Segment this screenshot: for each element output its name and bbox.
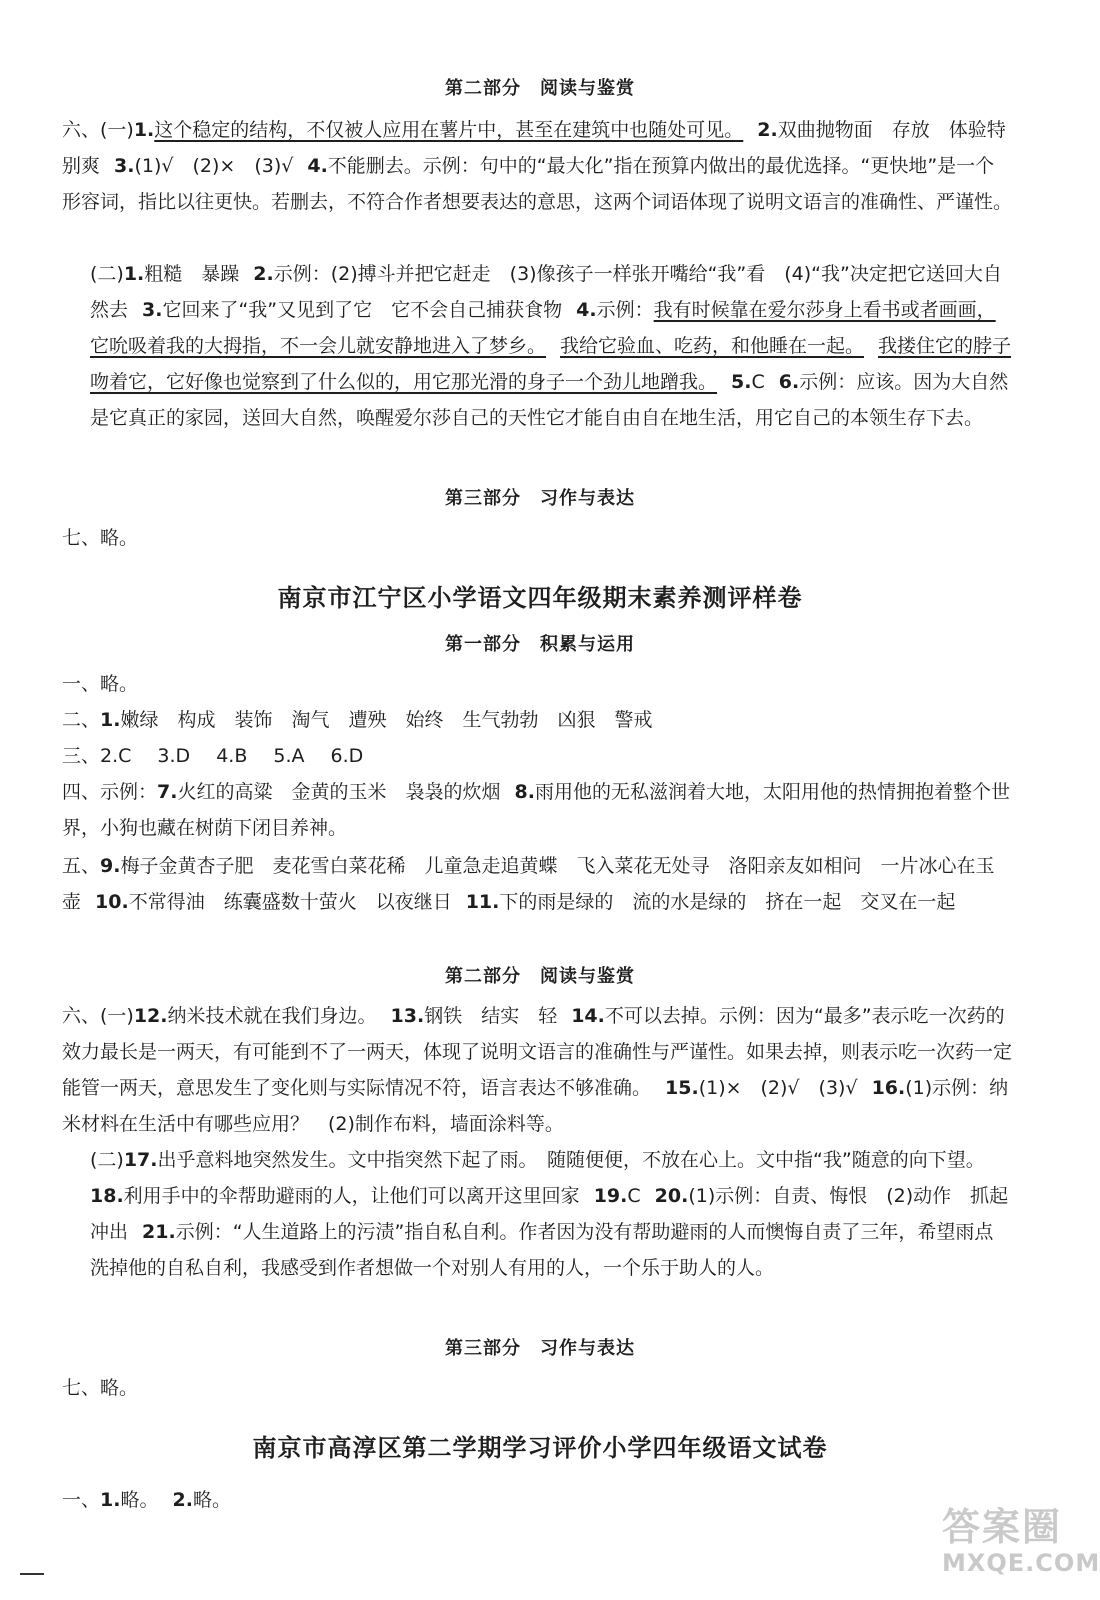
- answer-number: 11.: [465, 891, 500, 913]
- question-lead: (二): [90, 1149, 124, 1171]
- answer-text: 示例：(2)搏斗并把它赶走 (3)像孩子一样张开嘴给“我”看 (4)“我”决定把它送回大自然去: [90, 263, 1002, 321]
- answer-number: 12.: [133, 1005, 168, 1027]
- answer-text: 双曲抛物面 存放 体验特别爽: [62, 119, 1006, 177]
- watermark-logo: [942, 1505, 1100, 1585]
- answer-text: 火红的高粱 金黄的玉米 袅袅的炊烟: [177, 781, 501, 803]
- underlined-answer: 我有时候靠在爱尔莎身上看书或者画画，它吮吸着我的大拇指，不一会儿就安静地进入了梦乡。: [90, 299, 996, 357]
- answer-number: 5.: [731, 371, 752, 393]
- question-lead: 一、: [62, 1489, 101, 1511]
- answer-number: 2.: [757, 119, 778, 141]
- answer-text: 示例：应该。因为大自然是它真正的家园，送回大自然，唤醒爱尔莎自己的天性它才能自由自在地生活，用它自己的本领生存下去。: [90, 371, 1009, 429]
- answer-number: 1.: [123, 263, 145, 285]
- question-lead: (二): [90, 263, 124, 285]
- test-title-gaochun: 南京市高淳区第二学期学习评价小学四年级语文试卷: [252, 1434, 828, 1462]
- underlined-answer: 这个稳定的结构，不仅被人应用在薯片中，甚至在建筑中也随处可见。: [154, 119, 744, 141]
- answer-text: 它回来了“我”又见到了它 它不会自己捕获食物: [162, 299, 563, 321]
- answer-block-6-1b: [62, 998, 1012, 1142]
- answer-q7: 七、略。: [62, 527, 139, 549]
- answer-text: 嫩绿 构成 装饰 淘气 遭殃 始终 生气勃勃 凶狠 警戒: [120, 709, 653, 731]
- answer-number: 1.: [100, 709, 121, 731]
- answer-text: 雨用他的无私滋润着大地，太阳用他的热情拥抱着整个世界，小狗也藏在树荫下闭目养神。: [62, 781, 1010, 839]
- answer-q1-gaochun: [62, 1482, 1012, 1518]
- answer-text: 略。: [120, 1489, 159, 1511]
- answer-number: 3.: [114, 155, 135, 177]
- choice-answer: 6.D: [330, 745, 364, 767]
- question-lead: 二、: [62, 709, 101, 731]
- question-lead: 五、: [62, 855, 101, 877]
- answer-text: 不常得油 练囊盛数十萤火 以夜继日: [128, 891, 452, 913]
- answer-text: C: [627, 1185, 641, 1207]
- section-header-reading-1: 第二部分 阅读与鉴赏: [445, 78, 635, 99]
- answer-number: 14.: [571, 1005, 605, 1027]
- choice-answer: 2.C: [100, 745, 132, 767]
- answer-number: 1.: [133, 119, 155, 141]
- answer-text: 钢铁 结实 轻: [424, 1005, 558, 1027]
- answer-number: 7.: [157, 781, 178, 803]
- answer-text: 纳米技术就在我们身边。: [167, 1005, 377, 1027]
- answer-text: (1)示例：自责、悔恨 (2)动作 抓起 冲出: [90, 1185, 1028, 1243]
- section-header-writing-1: 第三部分 习作与表达: [445, 488, 635, 509]
- answer-number: 20.: [654, 1185, 689, 1207]
- answer-text: 不能删去。示例：句中的“最大化”指在预算内做出的最优选择。“更快地”是一个形容词，指比以往更快。若删去，不符合作者想要表达的意思，这两个词语体现了说明文语言的准确性、严谨性。: [62, 155, 1013, 213]
- answer-number: 16.: [871, 1077, 906, 1099]
- answer-text: 出乎意料地突然发生。文中指突然下起了雨。 随随便便，不放在心上。文中指“我”随意的向下望。: [157, 1149, 985, 1171]
- watermark-url: MXQE.COM: [942, 1549, 1100, 1577]
- underlined-answer: 我给它验血、吃药，和他睡在一起。: [560, 335, 865, 357]
- answer-number: 8.: [514, 781, 535, 803]
- answer-text: 梅子金黄杏子肥 麦花雪白菜花稀 儿童急走追黄蝶 飞入菜花无处寻 洛阳亲友如相问 一片冰心在玉壶: [62, 855, 995, 913]
- answer-text: 利用手中的伞帮助避雨的人，让他们可以离开这里回家: [123, 1185, 580, 1207]
- answer-number: 3.: [142, 299, 163, 321]
- answer-text: 略。: [192, 1489, 231, 1511]
- test-title-jiangning: 南京市江宁区小学语文四年级期末素养测评样卷: [277, 584, 803, 612]
- answer-number: 4.: [307, 155, 328, 177]
- answer-text: (1)示例：纳米材料在生活中有哪些应用？ (2)制作布料，墙面涂料等。: [62, 1077, 1009, 1135]
- answer-q4: [62, 774, 1012, 846]
- answer-number: 18.: [90, 1185, 124, 1207]
- question-lead: 四、示例：: [62, 781, 158, 803]
- answer-number: 19.: [593, 1185, 628, 1207]
- answer-text: 不可以去掉。示例：因为“最多”表示吃一次药的效力最长是一两天，有可能到不了一两天，体现了说明文语言的准确性与严谨性。如果去掉，则表示吃一次药一定能管一两天，意思发生了变化则与实际情况不符，语言表达不够准确。: [62, 1005, 1013, 1099]
- question-lead: 三、: [62, 745, 101, 767]
- answer-text: (1)× (2)√ (3)√: [698, 1077, 858, 1099]
- answer-number: 1.: [100, 1489, 121, 1511]
- answer-text: 示例：: [596, 299, 654, 321]
- question-lead: 六、(一): [62, 1005, 134, 1027]
- answer-text: (1)√ (2)× (3)√: [134, 155, 294, 177]
- answer-block-6-1: [62, 112, 1012, 220]
- answer-number: 13.: [390, 1005, 425, 1027]
- answer-number: 10.: [95, 891, 129, 913]
- answer-text: C: [751, 371, 765, 393]
- answer-number: 6.: [778, 371, 800, 393]
- answer-number: 15.: [665, 1077, 699, 1099]
- answer-block-6-2b: [62, 1142, 1028, 1286]
- choice-answer: 3.D: [157, 745, 191, 767]
- answer-q1: 一、略。: [62, 673, 139, 695]
- section-header-reading-2: 第二部分 阅读与鉴赏: [445, 966, 635, 987]
- answer-number: 9.: [100, 855, 121, 877]
- choice-answer: 5.A: [273, 745, 305, 767]
- answer-number: 2.: [253, 263, 274, 285]
- answer-q3: [62, 738, 1012, 774]
- answer-q2: [62, 702, 1012, 738]
- answer-number: 21.: [142, 1221, 176, 1243]
- answer-number: 17.: [123, 1149, 158, 1171]
- answer-q5: [62, 848, 1012, 920]
- answer-number: 4.: [576, 299, 597, 321]
- answer-text: 粗糙 暴躁: [144, 263, 240, 285]
- answer-q7b: 七、略。: [62, 1377, 139, 1399]
- section-header-writing-2: 第三部分 习作与表达: [445, 1338, 635, 1359]
- answer-block-6-2: [62, 256, 1012, 436]
- question-lead: 六、(一): [62, 119, 134, 141]
- choice-answer: 4.B: [216, 745, 248, 767]
- answer-text: 示例：“人生道路上的污渍”指自私自利。作者因为没有帮助避雨的人而懊悔自责了三年，希望雨点洗掉他的自私自利，我感受到作者想做一个对别人有用的人，一个乐于助人的人。: [90, 1221, 994, 1279]
- answer-text: 下的雨是绿的 流的水是绿的 挤在一起 交叉在一起: [499, 891, 956, 913]
- page-corner-mark: [20, 1573, 44, 1575]
- watermark-text: 答案圈: [942, 1505, 1063, 1549]
- underlined-answer: 我搂住它的脖子吻着它，它好像也觉察到了什么似的，用它那光滑的身子一个劲儿地蹭我。: [90, 335, 1012, 393]
- answer-number: 2.: [172, 1489, 193, 1511]
- section-header-accumulation: 第一部分 积累与运用: [445, 634, 635, 655]
